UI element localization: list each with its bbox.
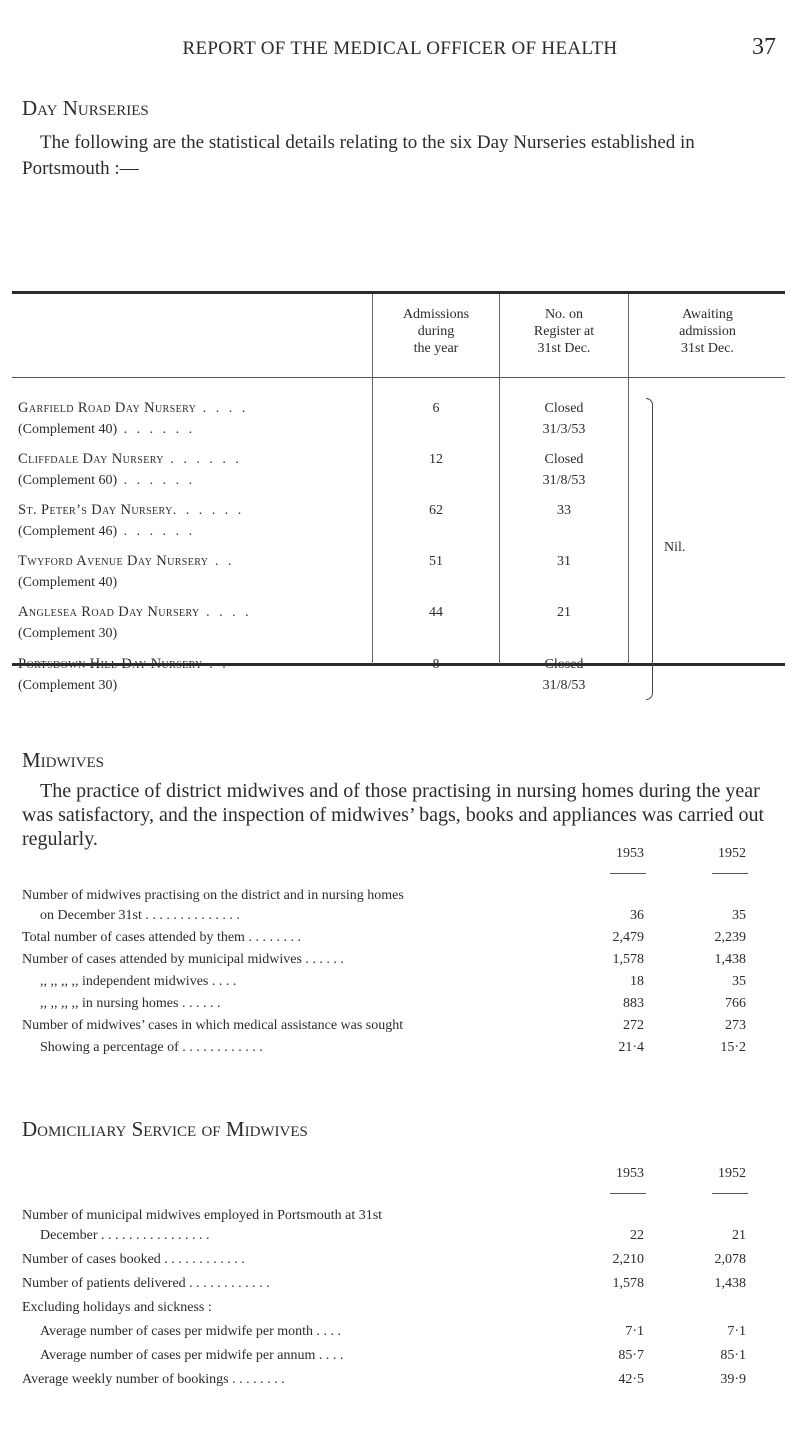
- nursery-complement: (Complement 60): [18, 473, 118, 488]
- year-1953: 1953: [616, 1166, 644, 1181]
- col-divider-2: [499, 294, 500, 664]
- midwife-stat-1953: 883: [623, 996, 644, 1011]
- midwife-stat-1952: 273: [725, 1018, 746, 1033]
- domiciliary-stat-label-cont: December . . . . . . . . . . . . . . . .: [40, 1228, 210, 1243]
- domiciliary-stat-1953: 2,210: [612, 1252, 644, 1267]
- col-head-awaiting: [630, 306, 785, 357]
- midwife-stat-1953: 1,578: [612, 952, 644, 967]
- register-value: Closed: [544, 657, 584, 672]
- nursery-complement: (Complement 40): [18, 575, 118, 590]
- midwife-stat-1952: 766: [725, 996, 746, 1011]
- leader-dots: . .: [202, 657, 229, 672]
- admissions-cell: 51: [429, 554, 443, 569]
- nursery-complement: (Complement 40): [18, 422, 118, 437]
- midwife-stat-label: ,, ,, ,, ,, in nursing homes . . . . . .: [40, 996, 221, 1011]
- table-top-rule: [12, 291, 785, 294]
- domiciliary-heading: Domiciliary Service of Midwives: [22, 1117, 308, 1141]
- domiciliary-stat-1953: 1,578: [612, 1276, 644, 1291]
- nursery-table: [12, 291, 785, 641]
- nursery-complement: (Complement 46): [18, 524, 118, 539]
- register-cell: 33: [557, 503, 571, 518]
- day-nurseries-heading: Day Nurseries: [22, 96, 149, 120]
- running-title: REPORT OF THE MEDICAL OFFICER OF HEALTH: [182, 38, 618, 59]
- midwives-heading: Midwives: [22, 748, 104, 772]
- register-note: 31/8/53: [542, 678, 586, 693]
- midwife-stat-label: Showing a percentage of . . . . . . . . . . . .: [40, 1040, 263, 1055]
- midwife-stat-label-cont: on December 31st . . . . . . . . . . . . . .: [40, 908, 240, 923]
- nursery-name: St. Peter’s Day Nursery: [18, 502, 173, 518]
- col-divider-3: [628, 294, 629, 664]
- midwife-stat-1952: 15·2: [720, 1040, 746, 1055]
- admissions-cell: 62: [429, 503, 443, 518]
- register-cell: 21: [557, 605, 571, 620]
- nursery-complement: (Complement 30): [18, 626, 118, 641]
- domiciliary-stat-1952: 21: [732, 1228, 746, 1243]
- year-rule: [610, 873, 646, 874]
- admissions-cell: 6: [432, 401, 440, 416]
- domiciliary-stat-1953: 85·7: [618, 1348, 644, 1363]
- table-row: [18, 602, 252, 644]
- domiciliary-stat-1952: 7·1: [727, 1324, 746, 1339]
- table-row: [18, 500, 244, 542]
- col-head-line: 31st Dec.: [681, 341, 734, 356]
- leader-dots: . . . . . .: [117, 524, 196, 539]
- register-note: 31/3/53: [542, 422, 586, 437]
- register-cell: [501, 449, 627, 491]
- domiciliary-stat-label: Number of municipal midwives employed in Portsmouth at 31st: [22, 1208, 383, 1223]
- col-head-line: admission: [679, 324, 736, 339]
- domiciliary-stat-1952: 39·9: [720, 1372, 746, 1387]
- table-row: [18, 551, 234, 593]
- year-1952: 1952: [718, 1166, 746, 1181]
- admissions-cell: 12: [429, 452, 443, 467]
- midwife-stat-label: Number of midwives practising on the district and in nursing homes: [22, 888, 404, 903]
- domiciliary-stat-1952: 1,438: [714, 1276, 746, 1291]
- leader-dots: . .: [208, 554, 235, 569]
- leader-dots: . . . . . .: [163, 452, 242, 467]
- year-rule: [610, 1193, 646, 1194]
- year-1953: 1953: [616, 846, 644, 861]
- domiciliary-stat-label: Average number of cases per midwife per annum . . . .: [40, 1348, 344, 1363]
- register-cell: [501, 654, 627, 696]
- year-rule: [712, 1193, 748, 1194]
- leader-dots: . . . . . .: [172, 503, 245, 518]
- col-head-line: Register at: [533, 324, 595, 339]
- col-head-line: during: [417, 324, 455, 339]
- midwives-intro: The practice of district midwives and of those practising in nursing homes during the year was satisfactory, and the inspection of midwives’ bags, books and appliances was carried out regularly.: [22, 780, 765, 850]
- domiciliary-stat-label: Number of patients delivered . . . . . . . . . . . .: [22, 1276, 270, 1291]
- col-head-line: Admissions: [402, 307, 470, 322]
- leader-dots: . . . .: [196, 401, 249, 416]
- midwife-stat-1953: 36: [630, 908, 644, 923]
- admissions-cell: 44: [429, 605, 443, 620]
- page-number: 37: [752, 34, 776, 60]
- midwife-stat-label: Number of cases attended by municipal midwives . . . . . .: [22, 952, 344, 967]
- midwife-stat-1953: 272: [623, 1018, 644, 1033]
- admissions-cell: 8: [432, 657, 440, 672]
- domiciliary-stat-label: Number of cases booked . . . . . . . . . . . .: [22, 1252, 245, 1267]
- leader-dots: . . . .: [199, 605, 252, 620]
- col-divider-1: [372, 294, 373, 664]
- midwife-stat-1953: 2,479: [612, 930, 644, 945]
- awaiting-nil: Nil.: [664, 540, 686, 555]
- col-head-admissions: [374, 306, 498, 357]
- domiciliary-stat-label: Average weekly number of bookings . . . . . . . .: [22, 1372, 285, 1387]
- year-rule: [712, 873, 748, 874]
- nursery-name: Garfield Road Day Nursery: [18, 400, 197, 416]
- leader-dots: . . . . . .: [117, 422, 196, 437]
- domiciliary-stat-label: Excluding holidays and sickness :: [22, 1300, 212, 1315]
- midwife-stat-label: Total number of cases attended by them . . . . . . . .: [22, 930, 301, 945]
- table-row: [18, 654, 229, 696]
- midwife-stat-label: ,, ,, ,, ,, independent midwives . . . .: [40, 974, 237, 989]
- midwife-stat-label: Number of midwives’ cases in which medical assistance was sought: [22, 1018, 404, 1033]
- domiciliary-stat-label: Average number of cases per midwife per month . . . .: [40, 1324, 342, 1339]
- nursery-name: Cliffdale Day Nursery: [18, 451, 164, 467]
- nursery-name: Anglesea Road Day Nursery: [18, 604, 200, 620]
- leader-dots: . . . . . .: [117, 473, 196, 488]
- table-row: [18, 398, 248, 440]
- col-head-line: No. on: [544, 307, 584, 322]
- nursery-complement: (Complement 30): [18, 678, 118, 693]
- table-row: [18, 449, 242, 491]
- table-header-rule: [12, 377, 785, 378]
- midwife-stat-1952: 35: [732, 908, 746, 923]
- domiciliary-stat-1952: 2,078: [714, 1252, 746, 1267]
- col-head-line: the year: [413, 341, 459, 356]
- domiciliary-stat-1953: 22: [630, 1228, 644, 1243]
- year-1952: 1952: [718, 846, 746, 861]
- midwife-stat-1952: 35: [732, 974, 746, 989]
- awaiting-brace: [646, 398, 653, 700]
- midwife-stat-1952: 2,239: [714, 930, 746, 945]
- col-head-line: 31st Dec.: [537, 341, 591, 356]
- register-value: Closed: [544, 452, 584, 467]
- col-head-line: Awaiting: [682, 307, 733, 322]
- register-cell: 31: [557, 554, 571, 569]
- midwife-stat-1953: 18: [630, 974, 644, 989]
- register-value: Closed: [544, 401, 584, 416]
- register-note: 31/8/53: [542, 473, 586, 488]
- domiciliary-stat-1952: 85·1: [720, 1348, 746, 1363]
- domiciliary-stat-1953: 7·1: [625, 1324, 644, 1339]
- day-nurseries-intro: The following are the statistical details relating to the six Day Nurseries established in Portsmouth :—: [22, 132, 695, 179]
- col-head-register: [501, 306, 627, 357]
- domiciliary-stat-1953: 42·5: [618, 1372, 644, 1387]
- midwife-stat-1953: 21·4: [618, 1040, 644, 1055]
- nursery-name: Twyford Avenue Day Nursery: [18, 553, 209, 569]
- register-cell: [501, 398, 627, 440]
- nursery-name: Portsdown Hill Day Nursery: [18, 656, 203, 672]
- midwife-stat-1952: 1,438: [714, 952, 746, 967]
